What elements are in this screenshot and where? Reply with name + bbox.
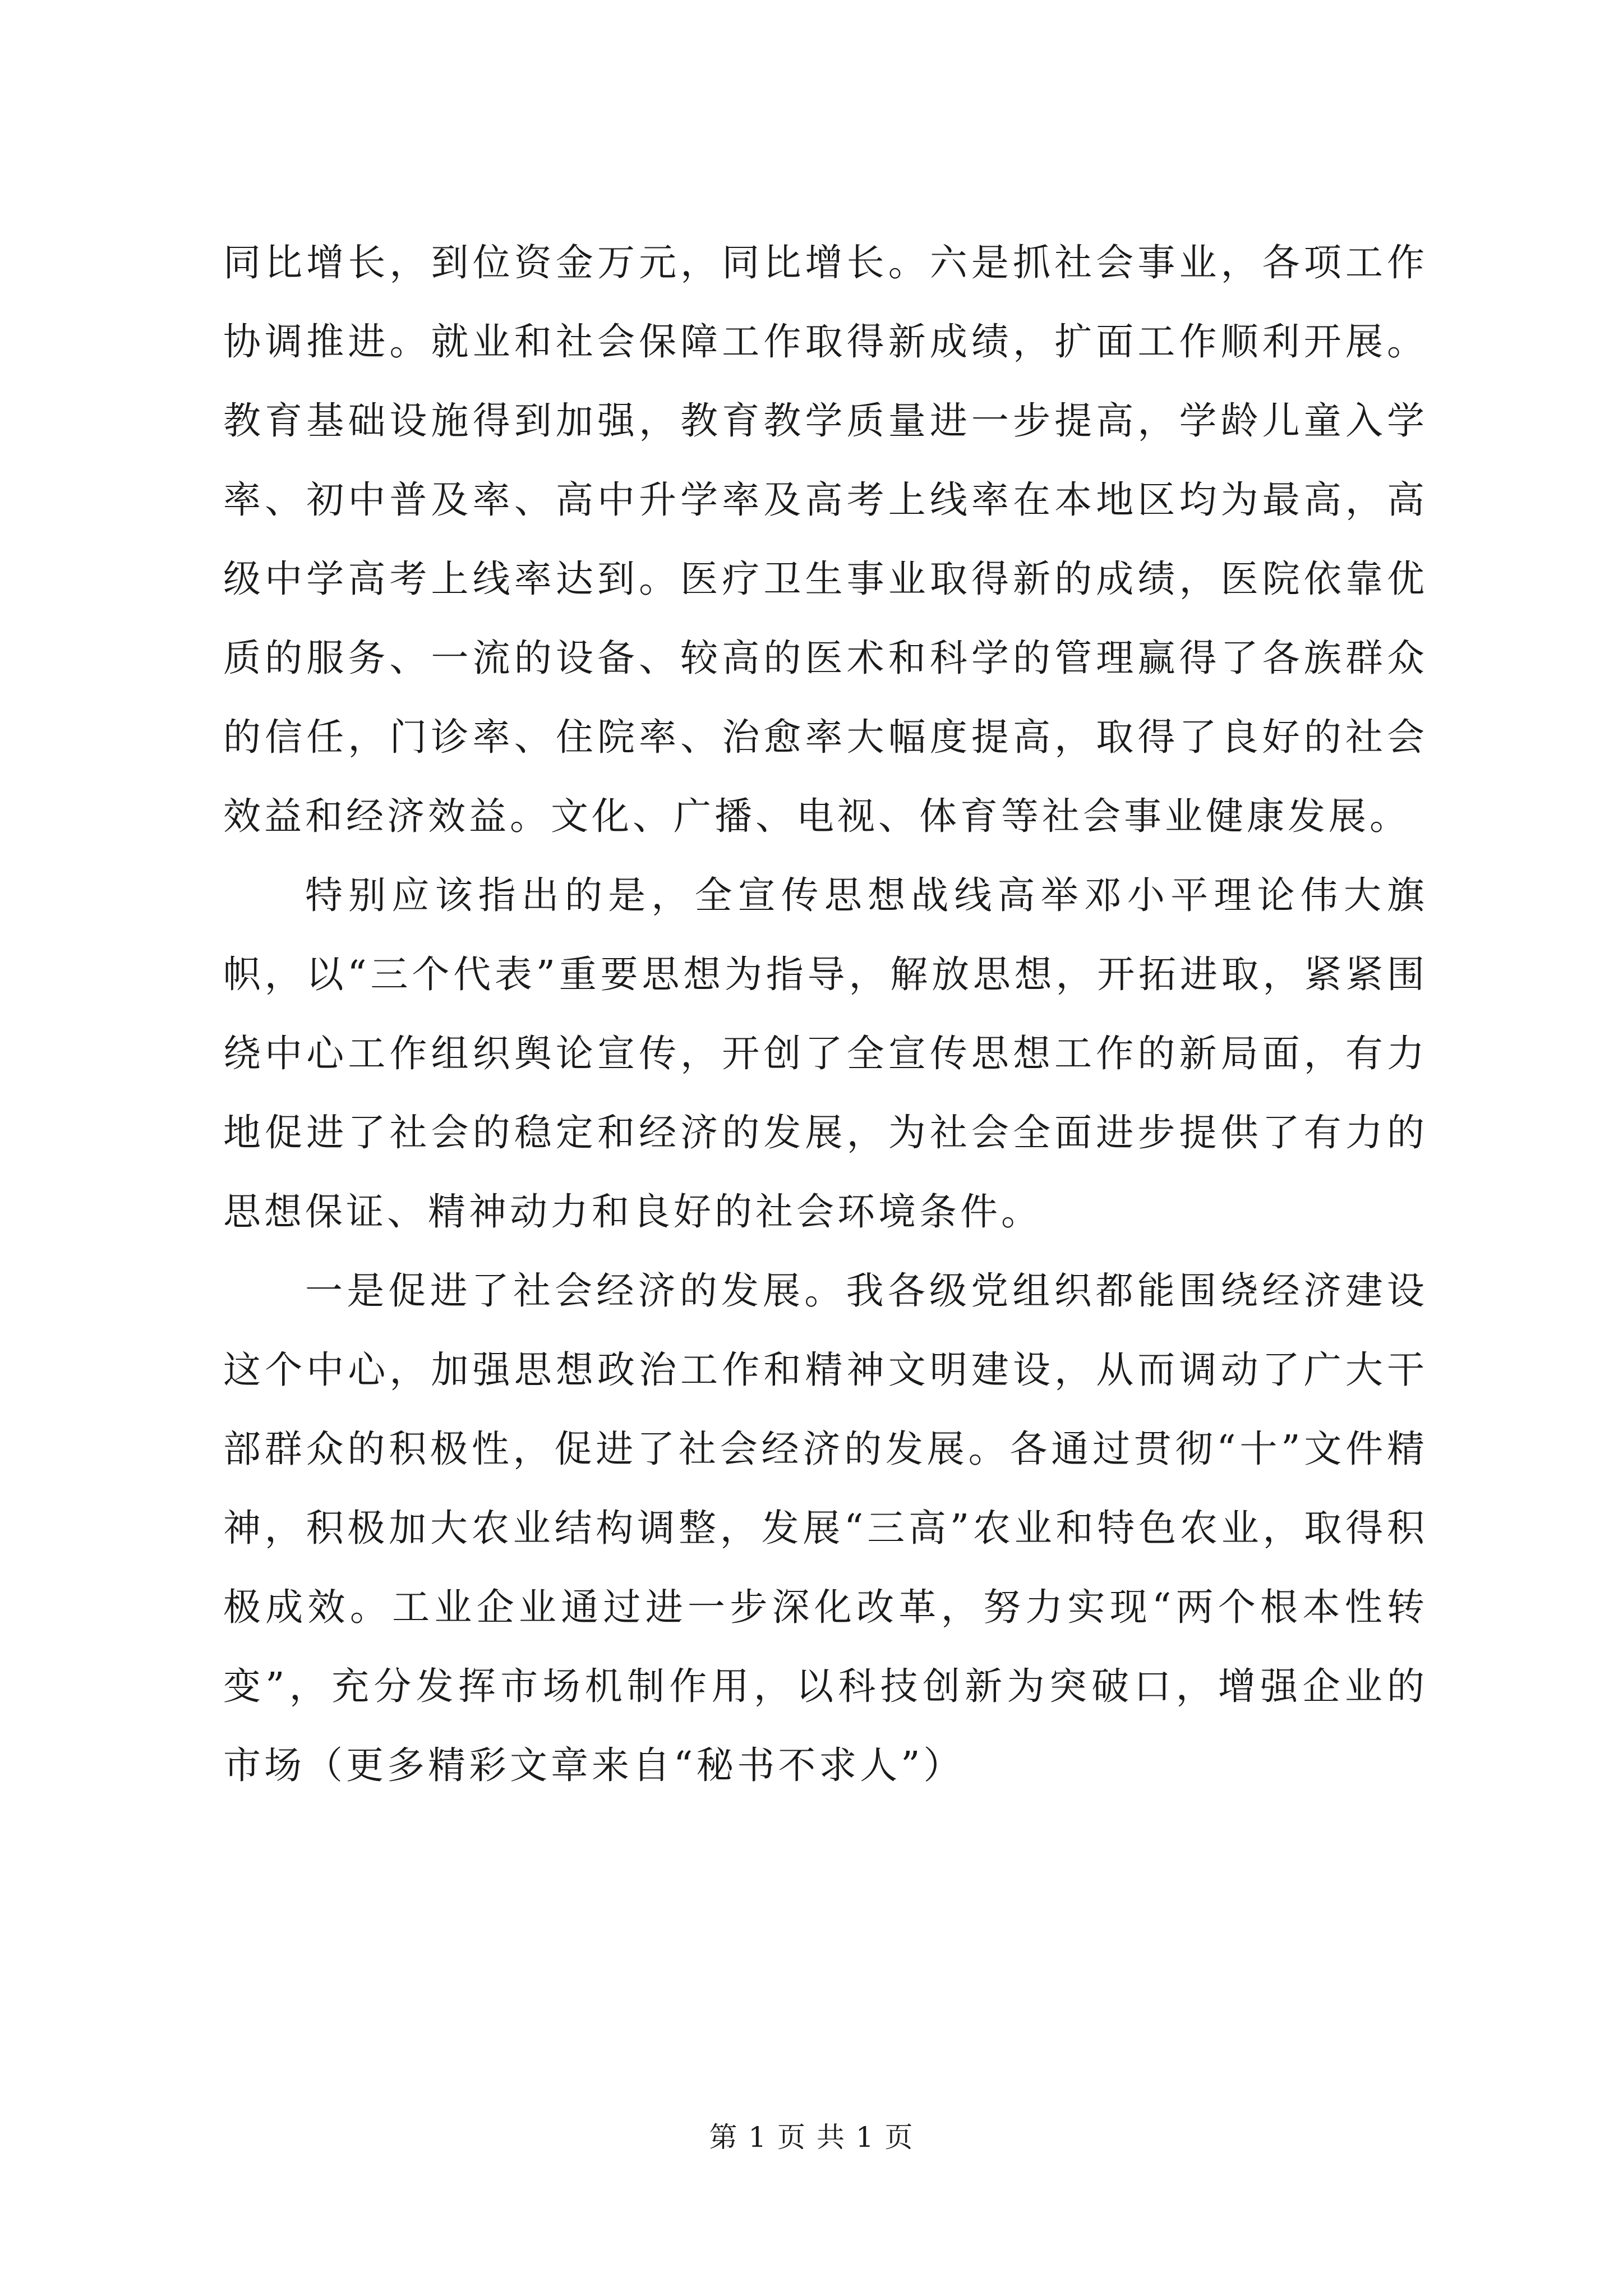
paragraph-propaganda-work: 特别应该指出的是，全宣传思想战线高举邓小平理论伟大旗帜，以“三个代表”重要思想为指导，解放思想，开拓进取，紧紧围绕中心工作组织舆论宣传，开创了全宣传思想工作的新局面，有力地促进了社会的稳定和经济的发展，为社会全面进步提供了有力的思想保证、精神动力和良好的社会环境条件。	[223, 873, 1428, 1234]
paragraph-economic-development: 一是促进了社会经济的发展。我各级党组织都能围绕经济建设这个中心，加强思想政治工作和精神文明建设，从而调动了广大干部群众的积极性，促进了社会经济的发展。各通过贯彻“十”文件精神，积极加大农业结构调整，发展“三高”农业和特色农业，取得积极成效。工业企业通过进一步深化改革，努力实现“两个根本性转变”，充分发挥市场机制作用，以科技创新为突破口，增强企业的市场（更多精彩文章来自“秘书不求人”）	[223, 1269, 1428, 1787]
page-footer: 第 1 页 共 1 页	[709, 2121, 914, 2154]
document-body	[223, 223, 1428, 1805]
paragraph-social-affairs: 同比增长，到位资金万元，同比增长。六是抓社会事业，各项工作协调推进。就业和社会保障工作取得新成绩，扩面工作顺利开展。教育基础设施得到加强，教育教学质量进一步提高，学龄儿童入学率、初中普及率、高中升学率及高考上线率在本地区均为最高，高级中学高考上线率达到。医疗卫生事业取得新的成绩，医院依靠优质的服务、一流的设备、较高的医术和科学的管理赢得了各族群众的信任，门诊率、住院率、治愈率大幅度提高，取得了良好的社会效益和经济效益。文化、广播、电视、体育等社会事业健康发展。	[223, 241, 1428, 838]
